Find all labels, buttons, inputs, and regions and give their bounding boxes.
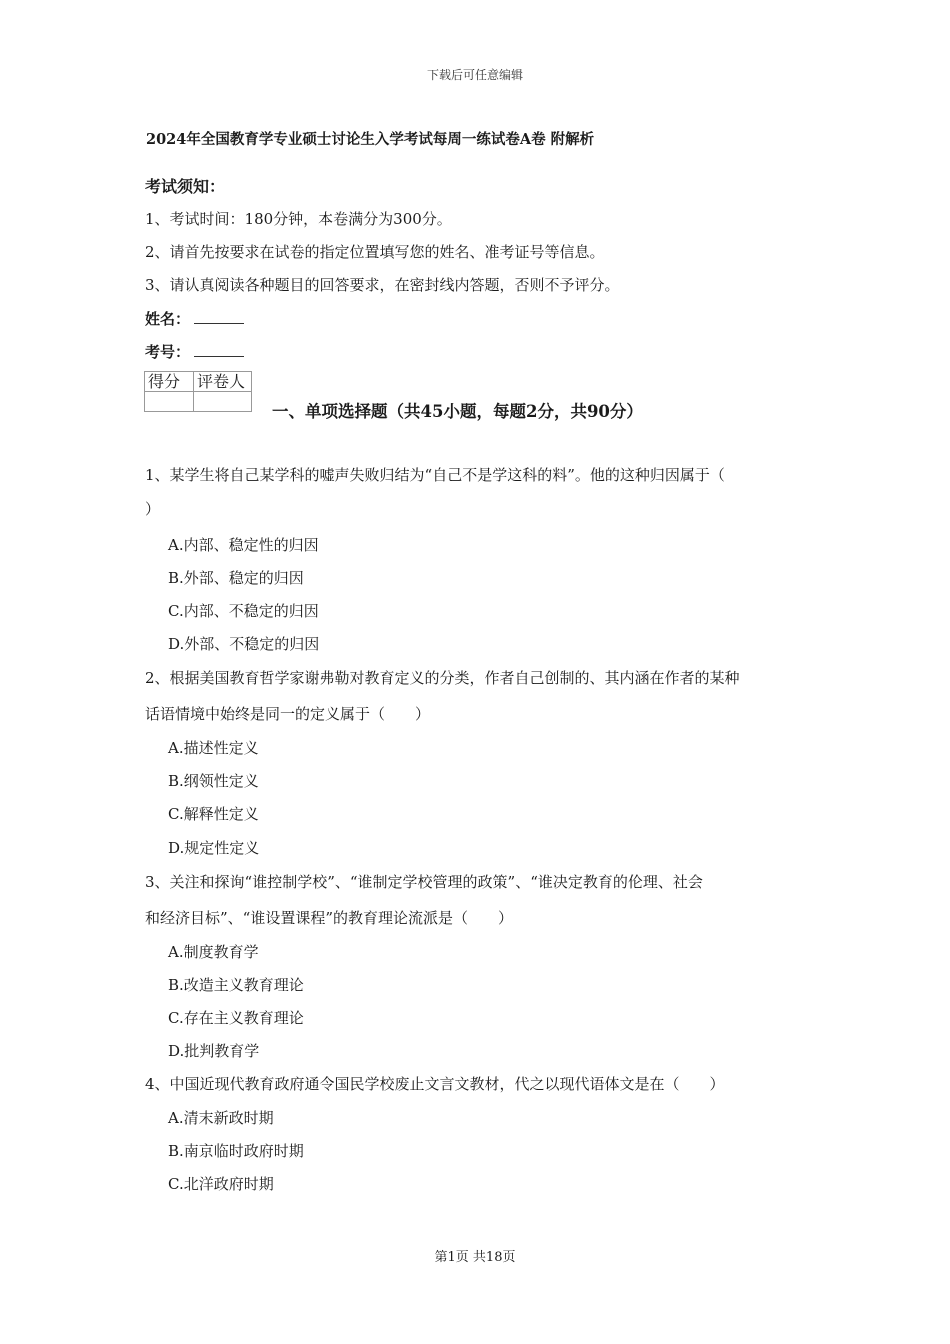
question-text: 3、关注和探询“谁控制学校”、“谁制定学校管理的政策”、“谁决定教育的伦理、社会 [145, 873, 703, 891]
answer-option[interactable]: B.外部、稳定的归因 [168, 569, 304, 587]
section-heading: 一、单项选择题（共45小题，每题2分，共90分） [272, 402, 643, 421]
answer-option[interactable]: A.内部、稳定性的归因 [168, 536, 319, 554]
answer-option[interactable]: C.解释性定义 [168, 805, 259, 823]
grader-cell[interactable] [194, 392, 252, 412]
answer-option[interactable]: B.纲领性定义 [168, 772, 259, 790]
question-text: ） [145, 500, 161, 518]
question-text: 1、某学生将自己某学科的嘘声失败归结为“自己不是学这科的料”。他的这种归因属于（ [145, 466, 725, 484]
page-footer: 第1页 共18页 [434, 1250, 516, 1265]
document-title: 2024年全国教育学专业硕士讨论生入学考试每周一练试卷A卷 附解析 [146, 131, 595, 148]
id-label: 考号： [145, 343, 191, 361]
answer-option[interactable]: A.制度教育学 [168, 943, 259, 961]
question-text: 和经济目标”、“谁设置课程”的教育理论流派是（ ） [145, 909, 514, 927]
score-table [144, 371, 252, 412]
header-note: 下载后可任意编辑 [426, 68, 523, 82]
answer-option[interactable]: D.外部、不稳定的归因 [168, 635, 320, 653]
answer-option[interactable]: D.批判教育学 [168, 1042, 260, 1060]
question-text: 4、中国近现代教育政府通令国民学校废止文言文教材，代之以现代语体文是在（ ） [145, 1075, 725, 1093]
score-header: 得分 [145, 372, 194, 392]
id-blank[interactable] [194, 344, 244, 357]
id-field[interactable] [145, 341, 244, 362]
notice-item: 1、考试时间：180分钟，本卷满分为300分。 [145, 210, 452, 228]
grader-header: 评卷人 [194, 372, 252, 392]
answer-option[interactable]: C.北洋政府时期 [168, 1175, 274, 1193]
answer-option[interactable]: B.南京临时政府时期 [168, 1142, 304, 1160]
answer-option[interactable]: A.清末新政时期 [168, 1109, 274, 1127]
question-text: 2、根据美国教育哲学家谢弗勒对教育定义的分类，作者自己创制的、其内涵在作者的某种 [145, 669, 740, 687]
notice-heading: 考试须知： [145, 177, 226, 196]
name-field[interactable] [145, 308, 244, 329]
notice-item: 2、请首先按要求在试卷的指定位置填写您的姓名、准考证号等信息。 [145, 243, 605, 261]
answer-option[interactable]: C.存在主义教育理论 [168, 1009, 304, 1027]
score-cell[interactable] [145, 392, 194, 412]
name-blank[interactable] [194, 311, 244, 324]
answer-option[interactable]: A.描述性定义 [168, 739, 259, 757]
answer-option[interactable]: D.规定性定义 [168, 839, 260, 857]
answer-option[interactable]: C.内部、不稳定的归因 [168, 602, 319, 620]
question-text: 话语情境中始终是同一的定义属于（ ） [145, 705, 431, 723]
name-label: 姓名： [145, 310, 191, 328]
answer-option[interactable]: B.改造主义教育理论 [168, 976, 304, 994]
notice-item: 3、请认真阅读各种题目的回答要求，在密封线内答题，否则不予评分。 [145, 276, 620, 294]
